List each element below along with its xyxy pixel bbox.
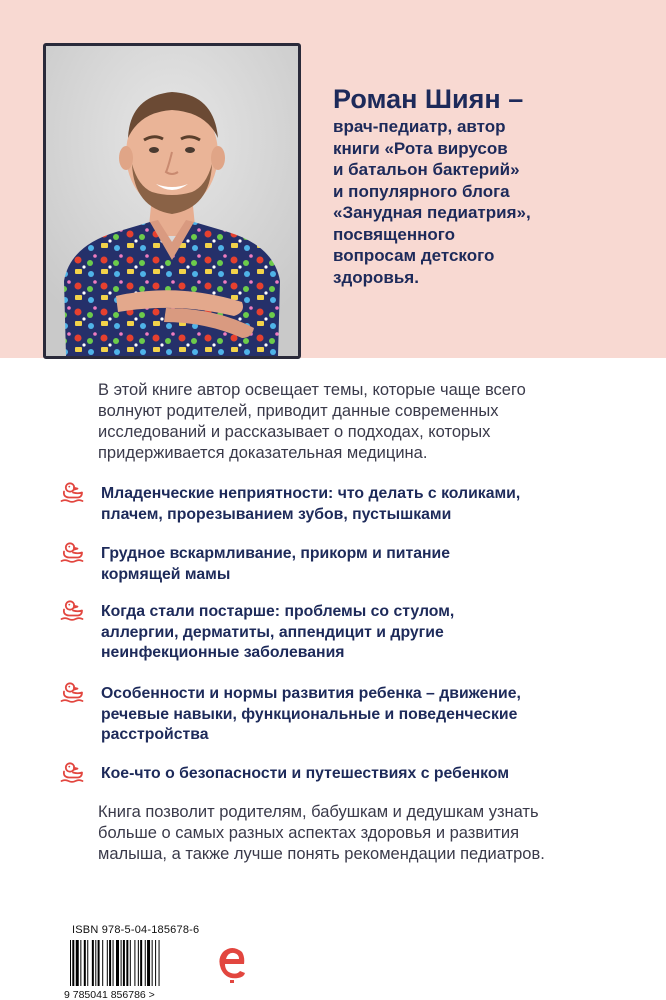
barcode-bar (80, 940, 81, 986)
barcode (62, 938, 202, 1000)
barcode-bar (107, 940, 108, 986)
author-bio (333, 84, 653, 288)
topic-line: расстройства (101, 726, 209, 743)
barcode-bar (70, 940, 71, 986)
author-bio-line: посвященного (333, 224, 455, 244)
topic-line: Младенческие неприятности: что делать с коликами, (101, 485, 521, 502)
outro-line: малыша, а также лучше понять рекомендации педиатров. (98, 845, 545, 863)
rubber-duck-icon (60, 681, 86, 703)
topic-text (101, 764, 651, 785)
barcode-bar (140, 940, 142, 986)
outro-paragraph (98, 802, 638, 865)
author-bio-line: врач-педиатр, автор (333, 117, 506, 136)
topic-line: речевые навыки, функциональные и поведенческие (101, 705, 518, 723)
barcode-bar (126, 940, 128, 986)
isbn-label: ISBN 978-5-04-185678-6 (72, 924, 200, 936)
topic-line: аллергии, дерматиты, аппендицит и другие (101, 623, 444, 641)
author-bio-line: здоровья. (333, 267, 419, 287)
topic-line: Грудное вскармливание, прикорм и питание (101, 545, 451, 562)
topic-text (101, 544, 651, 585)
barcode-bar (155, 940, 156, 986)
barcode-bar (116, 940, 119, 986)
author-portrait-photo (46, 46, 298, 356)
author-name: Роман Шиян – (333, 84, 524, 114)
topic-line: плачем, прорезыванием зубов, пустышками (101, 505, 452, 523)
barcode-bar (152, 940, 153, 986)
rubber-duck-icon (60, 541, 86, 563)
outro-line: больше о самых разных аспектах здоровья и развития (98, 824, 520, 842)
barcode-bar (130, 940, 131, 986)
intro-paragraph (98, 380, 638, 464)
author-photo (43, 43, 301, 359)
barcode-bar (76, 940, 79, 986)
author-bio-line: «Занудная педиатрия», (333, 203, 531, 222)
topic-text (101, 484, 651, 525)
author-bio-line: вопросам детского (333, 246, 495, 265)
barcode-bar (123, 940, 125, 986)
barcode-bar (145, 940, 146, 986)
intro-line: исследований и рассказывает о подходах, которых (98, 423, 491, 441)
barcode-bar (84, 940, 86, 986)
topic-line: Кое-что о безопасности и путешествиях с ребенком (101, 765, 510, 782)
author-bio-line: и батальон бактерий» (333, 160, 520, 179)
barcode-bar (95, 940, 96, 986)
intro-line: В этой книге автор освещает темы, которые чаще всего (98, 381, 526, 399)
barcode-bar (147, 940, 150, 986)
author-bio-line: и популярного блога (333, 181, 510, 201)
rubber-duck-icon (60, 599, 86, 621)
author-bio-line: книги «Рота вирусов (333, 138, 508, 158)
rubber-duck-icon (60, 481, 86, 503)
outro-line: Книга позволит родителям, бабушкам и дедушкам узнать (98, 803, 539, 821)
topic-line: Особенности и нормы развития ребенка – движение, (101, 685, 521, 702)
barcode-bar (87, 940, 88, 986)
topic-text (101, 684, 651, 746)
barcode-bar (121, 940, 122, 986)
topic-line: Когда стали постарше: проблемы со стулом, (101, 603, 455, 620)
barcode-bar (159, 940, 160, 986)
topic-text (101, 602, 651, 664)
barcode-bar (113, 940, 114, 986)
eksmo-logo-icon (218, 944, 246, 984)
barcode-bar (72, 940, 74, 986)
intro-line: волнуют родителей, приводит данные современных (98, 402, 499, 420)
intro-line: придерживается доказательная медицина. (98, 444, 428, 462)
barcode-bar (98, 940, 100, 986)
barcode-digits: 9 785041 856786 > (64, 989, 155, 1000)
topic-line: неинфекционные заболевания (101, 644, 345, 661)
barcode-bar (109, 940, 111, 986)
barcode-bar (102, 940, 103, 986)
barcode-bar (138, 940, 139, 986)
barcode-bar (134, 940, 135, 986)
barcode-bar (92, 940, 94, 986)
topic-line: кормящей мамы (101, 565, 231, 583)
rubber-duck-icon (60, 761, 86, 783)
